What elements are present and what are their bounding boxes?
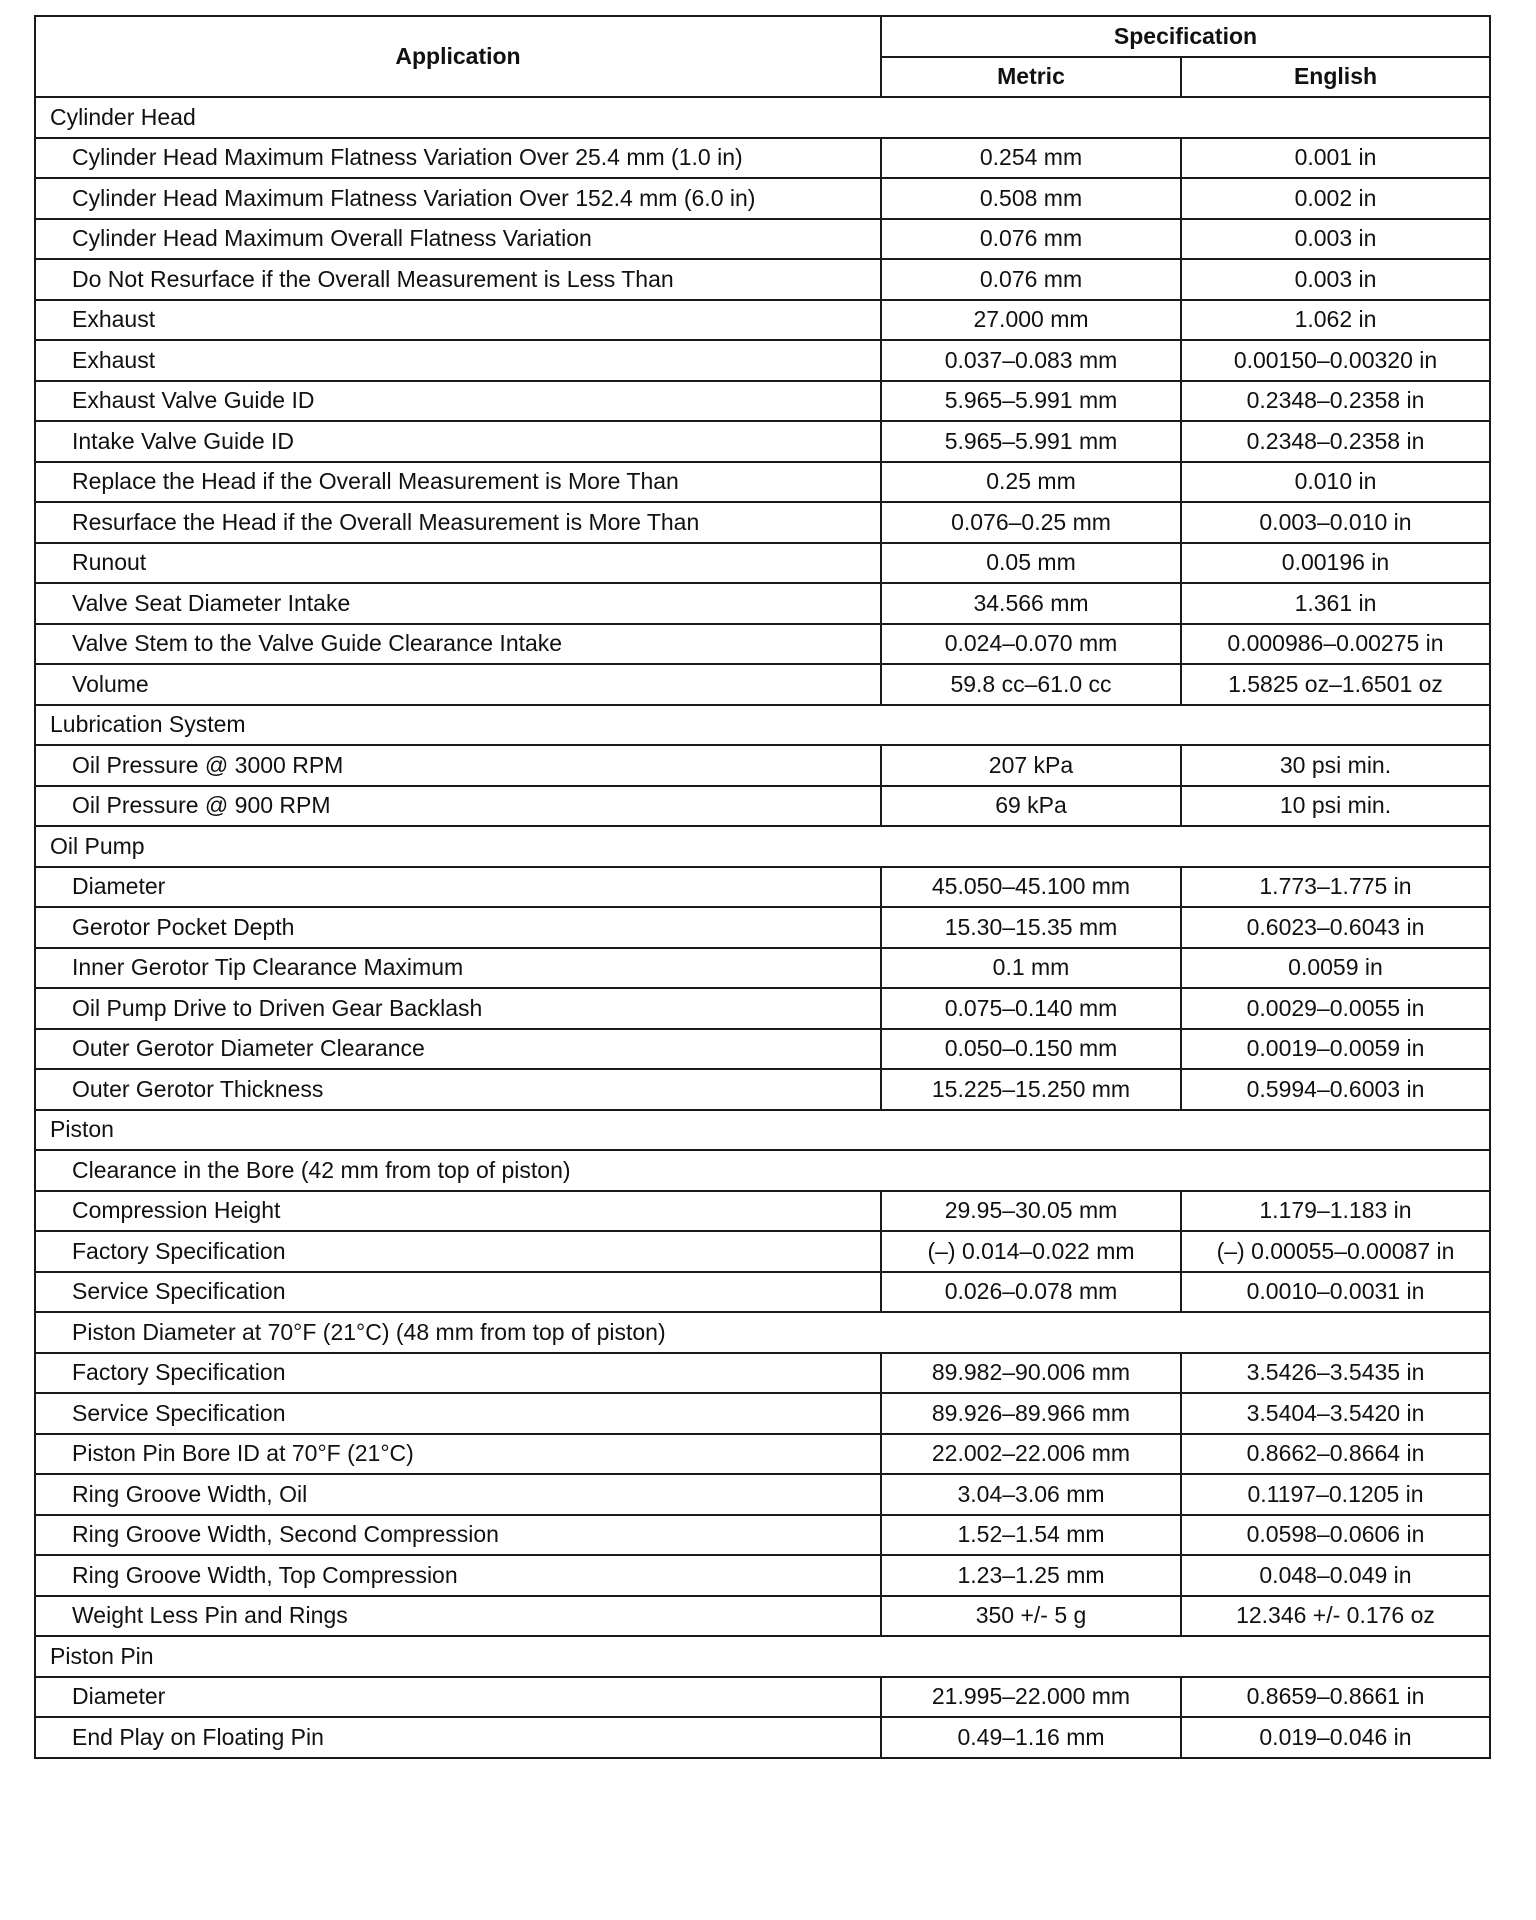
- application-cell: Piston Pin Bore ID at 70°F (21°C): [35, 1434, 881, 1475]
- metric-cell: 21.995–22.000 mm: [881, 1677, 1181, 1718]
- table-row: [35, 543, 1490, 584]
- english-cell: 10 psi min.: [1181, 786, 1490, 827]
- english-cell: 0.8662–0.8664 in: [1181, 1434, 1490, 1475]
- english-cell: 0.00196 in: [1181, 543, 1490, 584]
- table-row: [35, 624, 1490, 665]
- table-row: [35, 178, 1490, 219]
- metric-cell: 0.254 mm: [881, 138, 1181, 179]
- metric-cell: 0.024–0.070 mm: [881, 624, 1181, 665]
- subheading: Clearance in the Bore (42 mm from top of piston): [35, 1150, 1490, 1191]
- application-cell: Runout: [35, 543, 881, 584]
- table-row: [35, 138, 1490, 179]
- metric-cell: 59.8 cc–61.0 cc: [881, 664, 1181, 705]
- application-cell: Do Not Resurface if the Overall Measurement is Less Than: [35, 259, 881, 300]
- english-cell: 0.0010–0.0031 in: [1181, 1272, 1490, 1313]
- application-column-header: Application: [35, 16, 881, 97]
- table-row: [35, 1515, 1490, 1556]
- application-cell: Volume: [35, 664, 881, 705]
- metric-cell: 350 +/- 5 g: [881, 1596, 1181, 1637]
- table-row: [35, 786, 1490, 827]
- table-row: [35, 1555, 1490, 1596]
- english-cell: 0.5994–0.6003 in: [1181, 1069, 1490, 1110]
- metric-cell: 1.52–1.54 mm: [881, 1515, 1181, 1556]
- application-cell: Inner Gerotor Tip Clearance Maximum: [35, 948, 881, 989]
- table-row: [35, 1029, 1490, 1070]
- table-row: [35, 421, 1490, 462]
- metric-cell: 15.30–15.35 mm: [881, 907, 1181, 948]
- english-cell: 0.6023–0.6043 in: [1181, 907, 1490, 948]
- subheading-row: [35, 1150, 1490, 1191]
- application-cell: Cylinder Head Maximum Overall Flatness Variation: [35, 219, 881, 260]
- english-cell: 0.1197–0.1205 in: [1181, 1474, 1490, 1515]
- application-cell: Factory Specification: [35, 1353, 881, 1394]
- english-cell: 30 psi min.: [1181, 745, 1490, 786]
- section-heading-row: [35, 826, 1490, 867]
- metric-cell: 69 kPa: [881, 786, 1181, 827]
- english-cell: 3.5404–3.5420 in: [1181, 1393, 1490, 1434]
- table-row: [35, 1272, 1490, 1313]
- metric-cell: 45.050–45.100 mm: [881, 867, 1181, 908]
- metric-cell: 0.1 mm: [881, 948, 1181, 989]
- section-heading: Cylinder Head: [35, 97, 1490, 138]
- english-cell: 0.003 in: [1181, 219, 1490, 260]
- metric-cell: 89.926–89.966 mm: [881, 1393, 1181, 1434]
- english-cell: 0.0598–0.0606 in: [1181, 1515, 1490, 1556]
- application-cell: Compression Height: [35, 1191, 881, 1232]
- application-cell: Exhaust: [35, 300, 881, 341]
- table-row: [35, 907, 1490, 948]
- metric-cell: 0.050–0.150 mm: [881, 1029, 1181, 1070]
- table-row: [35, 1596, 1490, 1637]
- table-row: [35, 948, 1490, 989]
- application-cell: Oil Pressure @ 3000 RPM: [35, 745, 881, 786]
- table-row: [35, 1434, 1490, 1475]
- metric-cell: 0.075–0.140 mm: [881, 988, 1181, 1029]
- application-cell: Service Specification: [35, 1272, 881, 1313]
- metric-cell: 0.05 mm: [881, 543, 1181, 584]
- english-cell: 0.0029–0.0055 in: [1181, 988, 1490, 1029]
- table-row: [35, 381, 1490, 422]
- application-cell: Valve Seat Diameter Intake: [35, 583, 881, 624]
- table-body: [35, 97, 1490, 1758]
- table-row: [35, 340, 1490, 381]
- metric-cell: 34.566 mm: [881, 583, 1181, 624]
- english-cell: 0.001 in: [1181, 138, 1490, 179]
- application-cell: Oil Pump Drive to Driven Gear Backlash: [35, 988, 881, 1029]
- english-cell: 0.002 in: [1181, 178, 1490, 219]
- specification-table: [34, 15, 1491, 1759]
- application-cell: Exhaust: [35, 340, 881, 381]
- application-cell: Ring Groove Width, Second Compression: [35, 1515, 881, 1556]
- application-cell: Outer Gerotor Thickness: [35, 1069, 881, 1110]
- english-cell: 0.003–0.010 in: [1181, 502, 1490, 543]
- table-row: [35, 867, 1490, 908]
- table-row: [35, 219, 1490, 260]
- table-row: [35, 745, 1490, 786]
- english-cell: 0.0059 in: [1181, 948, 1490, 989]
- metric-cell: 5.965–5.991 mm: [881, 381, 1181, 422]
- application-cell: Ring Groove Width, Oil: [35, 1474, 881, 1515]
- table-row: [35, 988, 1490, 1029]
- english-cell: 0.010 in: [1181, 462, 1490, 503]
- metric-cell: 5.965–5.991 mm: [881, 421, 1181, 462]
- application-cell: Diameter: [35, 1677, 881, 1718]
- english-cell: 1.179–1.183 in: [1181, 1191, 1490, 1232]
- english-cell: 1.773–1.775 in: [1181, 867, 1490, 908]
- application-cell: Ring Groove Width, Top Compression: [35, 1555, 881, 1596]
- table-row: [35, 1677, 1490, 1718]
- application-cell: Cylinder Head Maximum Flatness Variation Over 152.4 mm (6.0 in): [35, 178, 881, 219]
- metric-column-header: Metric: [881, 57, 1181, 98]
- application-cell: Replace the Head if the Overall Measurement is More Than: [35, 462, 881, 503]
- application-cell: Weight Less Pin and Rings: [35, 1596, 881, 1637]
- english-cell: 0.000986–0.00275 in: [1181, 624, 1490, 665]
- table-row: [35, 300, 1490, 341]
- table-row: [35, 1069, 1490, 1110]
- english-cell: 0.00150–0.00320 in: [1181, 340, 1490, 381]
- subheading: Piston Diameter at 70°F (21°C) (48 mm from top of piston): [35, 1312, 1490, 1353]
- application-cell: Gerotor Pocket Depth: [35, 907, 881, 948]
- application-cell: Service Specification: [35, 1393, 881, 1434]
- section-heading-row: [35, 705, 1490, 746]
- metric-cell: 0.508 mm: [881, 178, 1181, 219]
- subheading-row: [35, 1312, 1490, 1353]
- english-column-header: English: [1181, 57, 1490, 98]
- metric-cell: 0.026–0.078 mm: [881, 1272, 1181, 1313]
- application-cell: Exhaust Valve Guide ID: [35, 381, 881, 422]
- metric-cell: 0.076–0.25 mm: [881, 502, 1181, 543]
- table-header: [35, 16, 1490, 97]
- english-cell: (–) 0.00055–0.00087 in: [1181, 1231, 1490, 1272]
- metric-cell: 1.23–1.25 mm: [881, 1555, 1181, 1596]
- application-cell: End Play on Floating Pin: [35, 1717, 881, 1758]
- table-row: [35, 664, 1490, 705]
- section-heading-row: [35, 1636, 1490, 1677]
- english-cell: 3.5426–3.5435 in: [1181, 1353, 1490, 1394]
- table-row: [35, 1474, 1490, 1515]
- application-cell: Outer Gerotor Diameter Clearance: [35, 1029, 881, 1070]
- table-row: [35, 1353, 1490, 1394]
- metric-cell: 89.982–90.006 mm: [881, 1353, 1181, 1394]
- table-row: [35, 1393, 1490, 1434]
- application-cell: Valve Stem to the Valve Guide Clearance Intake: [35, 624, 881, 665]
- english-cell: 1.361 in: [1181, 583, 1490, 624]
- metric-cell: 29.95–30.05 mm: [881, 1191, 1181, 1232]
- section-heading: Lubrication System: [35, 705, 1490, 746]
- metric-cell: 27.000 mm: [881, 300, 1181, 341]
- english-cell: 1.5825 oz–1.6501 oz: [1181, 664, 1490, 705]
- english-cell: 0.0019–0.0059 in: [1181, 1029, 1490, 1070]
- metric-cell: 0.076 mm: [881, 219, 1181, 260]
- specification-column-header: Specification: [881, 16, 1490, 57]
- table-row: [35, 462, 1490, 503]
- english-cell: 0.8659–0.8661 in: [1181, 1677, 1490, 1718]
- english-cell: 0.048–0.049 in: [1181, 1555, 1490, 1596]
- application-cell: Factory Specification: [35, 1231, 881, 1272]
- metric-cell: 0.25 mm: [881, 462, 1181, 503]
- english-cell: 0.2348–0.2358 in: [1181, 381, 1490, 422]
- section-heading: Piston: [35, 1110, 1490, 1151]
- english-cell: 12.346 +/- 0.176 oz: [1181, 1596, 1490, 1637]
- table-row: [35, 502, 1490, 543]
- section-heading: Oil Pump: [35, 826, 1490, 867]
- metric-cell: (–) 0.014–0.022 mm: [881, 1231, 1181, 1272]
- english-cell: 1.062 in: [1181, 300, 1490, 341]
- application-cell: Oil Pressure @ 900 RPM: [35, 786, 881, 827]
- section-heading-row: [35, 1110, 1490, 1151]
- english-cell: 0.019–0.046 in: [1181, 1717, 1490, 1758]
- application-cell: Intake Valve Guide ID: [35, 421, 881, 462]
- metric-cell: 22.002–22.006 mm: [881, 1434, 1181, 1475]
- table-row: [35, 259, 1490, 300]
- table-row: [35, 583, 1490, 624]
- metric-cell: 207 kPa: [881, 745, 1181, 786]
- table-row: [35, 1717, 1490, 1758]
- metric-cell: 0.037–0.083 mm: [881, 340, 1181, 381]
- table-row: [35, 1191, 1490, 1232]
- english-cell: 0.003 in: [1181, 259, 1490, 300]
- application-cell: Cylinder Head Maximum Flatness Variation Over 25.4 mm (1.0 in): [35, 138, 881, 179]
- table-row: [35, 1231, 1490, 1272]
- metric-cell: 0.49–1.16 mm: [881, 1717, 1181, 1758]
- application-cell: Diameter: [35, 867, 881, 908]
- metric-cell: 3.04–3.06 mm: [881, 1474, 1181, 1515]
- english-cell: 0.2348–0.2358 in: [1181, 421, 1490, 462]
- section-heading: Piston Pin: [35, 1636, 1490, 1677]
- section-heading-row: [35, 97, 1490, 138]
- metric-cell: 15.225–15.250 mm: [881, 1069, 1181, 1110]
- application-cell: Resurface the Head if the Overall Measurement is More Than: [35, 502, 881, 543]
- metric-cell: 0.076 mm: [881, 259, 1181, 300]
